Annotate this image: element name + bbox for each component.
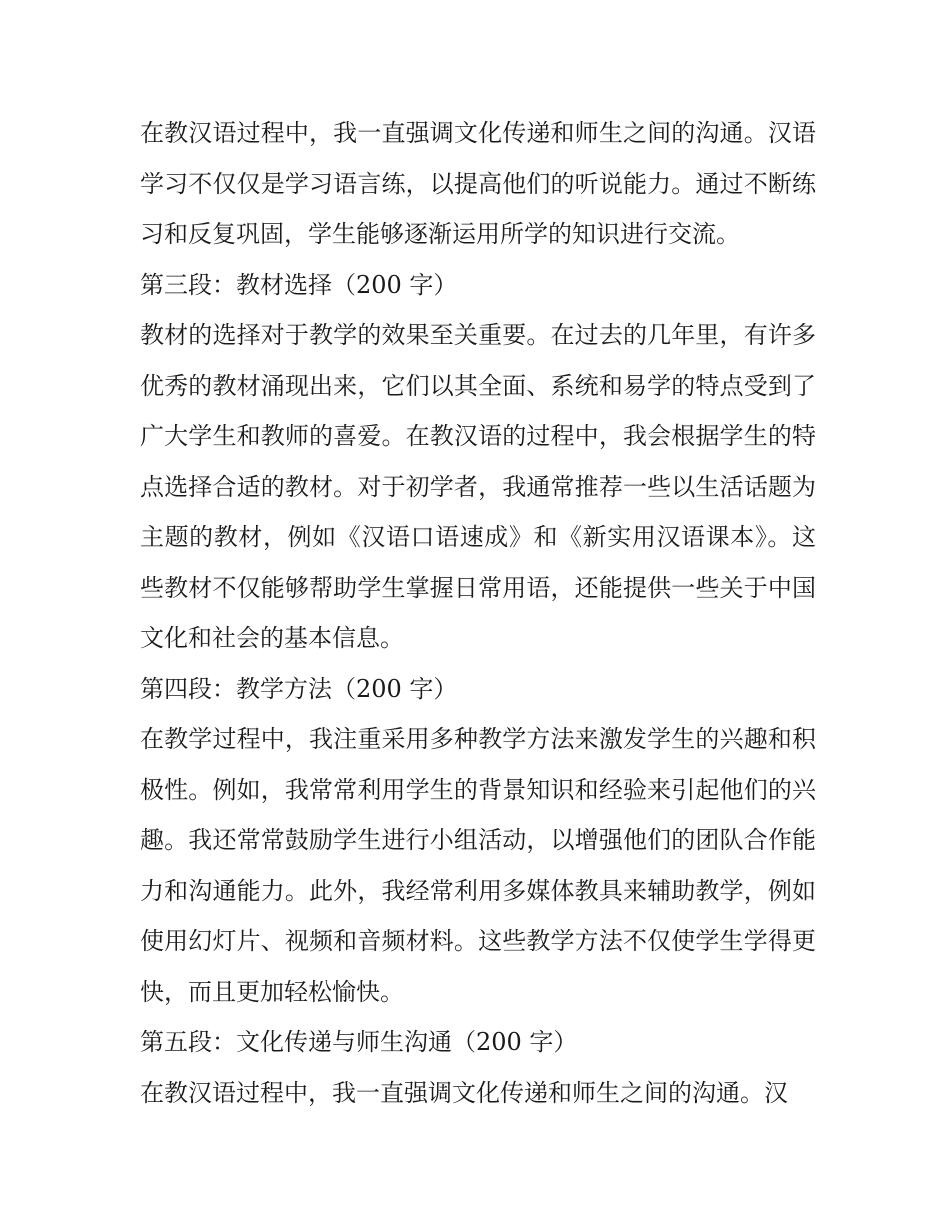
paragraph-textbook-selection: 教材的选择对于教学的效果至关重要。在过去的几年里，有许多优秀的教材涌现出来，它们以其全面、系统和易学的特点受到了广大学生和教师的喜爱。在教汉语的过程中，我会根据学生的特点选择合适的教材。对于初学者，我通常推荐一些以生活话题为主题的教材，例如《汉语口语速成》和《新实用汉语课本》。这些教材不仅能够帮助学生掌握日常用语，还能提供一些关于中国文化和社会的基本信息。	[140, 321, 816, 652]
section-heading-4: 第四段：教学方法（200 字）	[140, 674, 458, 703]
paragraph-teaching-methods: 在教学过程中，我注重采用多种教学方法来激发学生的兴趣和积极性。例如，我常常利用学生的背景知识和经验来引起他们的兴趣。我还常常鼓励学生进行小组活动，以增强他们的团队合作能力和沟通能力。此外，我经常利用多媒体教具来辅助教学，例如使用幻灯片、视频和音频材料。这些教学方法不仅使学生学得更快，而且更加轻松愉快。	[140, 725, 816, 1006]
section-heading-5: 第五段：文化传递与师生沟通（200 字）	[140, 1028, 578, 1056]
paragraph-intro-continued: 在教汉语过程中，我一直强调文化传递和师生之间的沟通。汉语学习不仅仅是学习语言练，以提高他们的听说能力。通过不断练习和反复巩固，学生能够逐渐运用所学的知识进行交流。	[140, 119, 816, 248]
paragraph-culture-communication: 在教汉语过程中，我一直强调文化传递和师生之间的沟通。汉	[140, 1078, 788, 1107]
section-heading-3: 第三段：教材选择（200 字）	[140, 270, 458, 299]
document-body	[140, 108, 816, 1118]
